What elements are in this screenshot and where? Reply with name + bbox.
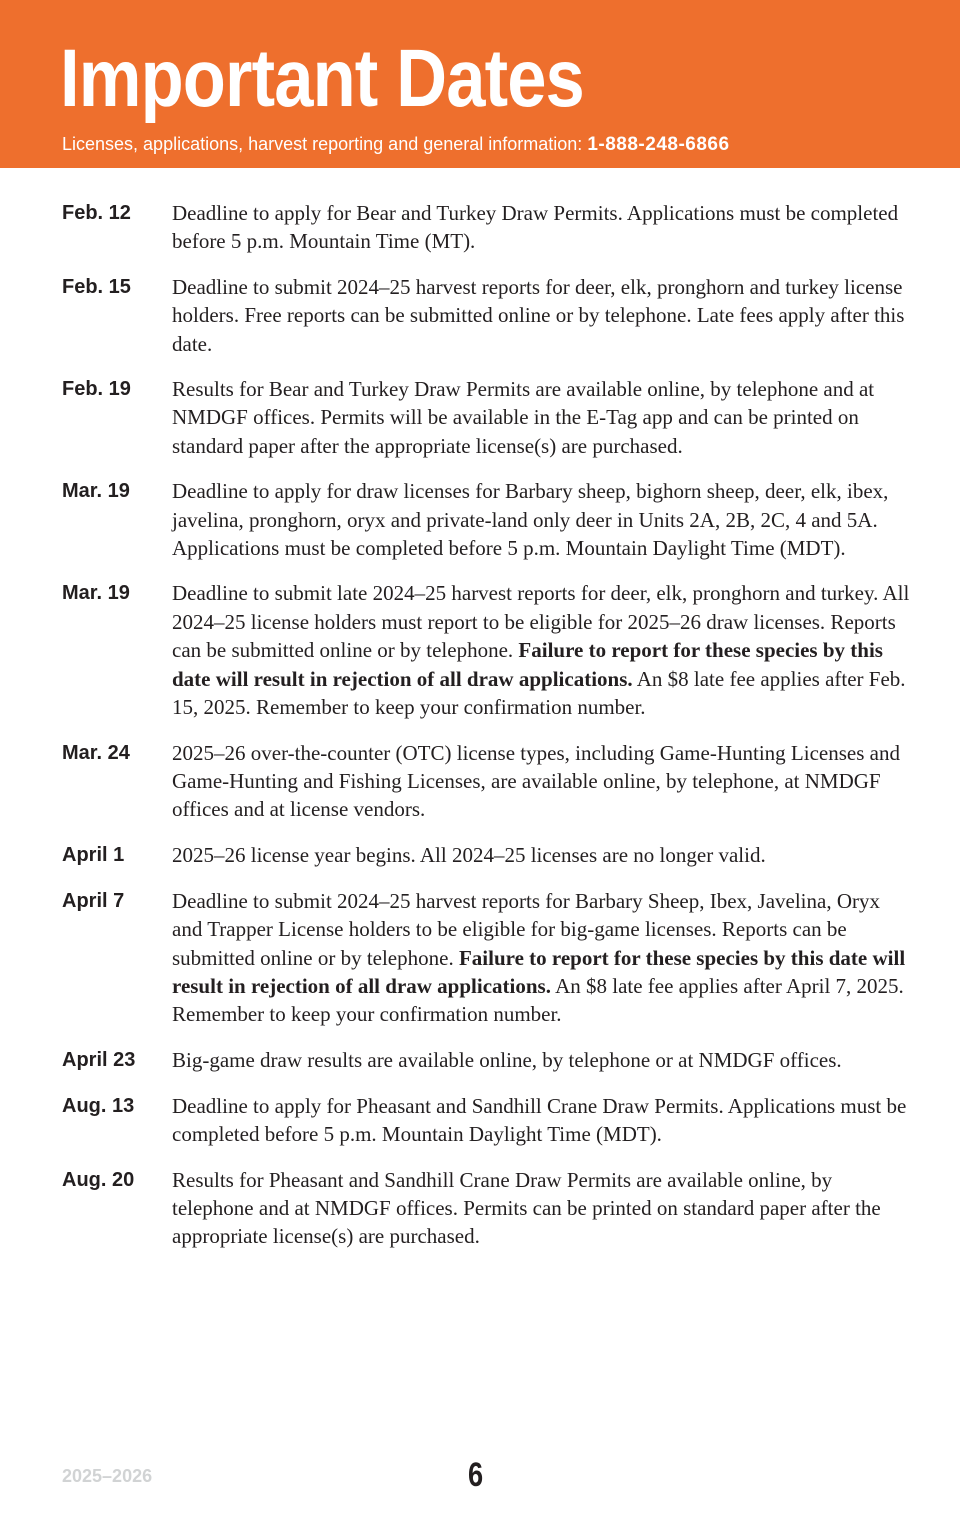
entry-date: Mar. 19 (62, 582, 130, 605)
date-entry (62, 739, 912, 824)
dates-list (62, 199, 912, 1268)
date-entry (62, 1092, 912, 1149)
entry-date: April 1 (62, 843, 125, 866)
entry-date: Mar. 19 (62, 480, 130, 503)
subtitle-text: Licenses, applications, harvest reporting and general information: (62, 134, 583, 154)
entry-text: Big-game draw results are available online, by telephone or at NMDGF offices. (172, 1047, 842, 1072)
entry-text-pre: Deadline to submit 2024–25 harvest reports for Barbary Sheep, Ibex, Javelina, Oryx and Trapper License holders to be eligible for big-game licenses. Reports can be submitted online or by telephone. (172, 888, 880, 970)
date-entry (62, 579, 912, 721)
entry-text (172, 887, 912, 1029)
entry-text: Deadline to submit 2024–25 harvest reports for deer, elk, pronghorn and turkey license holders. Free reports can be submitted online or by telephone. Late fees apply after this date. (172, 274, 905, 356)
entry-date: Feb. 12 (62, 202, 131, 224)
date-entry (62, 199, 912, 256)
entry-text-warning: Failure to report for these species by this date will result in rejection of all draw applications. (172, 945, 906, 998)
date-entry (62, 477, 912, 562)
entry-text: Deadline to apply for draw licenses for Barbary sheep, bighorn sheep, deer, elk, ibex, javelina, pronghorn, oryx and private-land only deer in Units 2A, 2B, 2C, 4 and 5A. Applications must be completed before 5 p.m. Mountain Daylight Time (MDT). (172, 479, 889, 561)
header-subtitle (62, 134, 730, 156)
entry-text: Deadline to apply for Bear and Turkey Draw Permits. Applications must be completed before 5 p.m. Mountain Time (MT). (172, 201, 899, 254)
date-entry (62, 1166, 912, 1251)
entry-date: April 7 (62, 889, 125, 912)
date-entry (62, 375, 912, 460)
footer-year: 2025–2026 (62, 1466, 153, 1486)
entry-date: Aug. 20 (62, 1168, 135, 1191)
entry-text: Deadline to apply for Pheasant and Sandhill Crane Draw Permits. Applications must be completed before 5 p.m. Mountain Daylight Time (MDT). (172, 1093, 907, 1147)
page-number: 6 (468, 1456, 484, 1494)
page-title: Important Dates (60, 33, 584, 124)
entry-text-pre: Deadline to submit late 2024–25 harvest reports for deer, elk, pronghorn and turkey. All 2024–25 license holders must report to be eligible for 2025–26 draw licenses. Reports can be submitted online or by telephone. (172, 581, 910, 663)
entry-text: 2025–26 over-the-counter (OTC) license types, including Game-Hunting Licenses and Game-Hunting and Fishing Licenses, are available online, by telephone, at NMDGF offices and at license vendors. (172, 740, 900, 822)
entry-date: April 23 (62, 1048, 136, 1071)
entry-text: 2025–26 license year begins. All 2024–25 licenses are no longer valid. (172, 842, 766, 867)
entry-date: Feb. 15 (62, 275, 131, 298)
entry-text: Results for Bear and Turkey Draw Permits are available online, by telephone and at NMDGF offices. Permits will be available in the E-Tag app and can be printed on standard paper after the appropriate license(s) are purchased. (172, 377, 875, 458)
entry-date: Feb. 19 (62, 378, 131, 401)
date-entry (62, 887, 912, 1029)
entry-text-post: An $8 late fee applies after April 7, 2025. Remember to keep your confirmation number. (172, 973, 904, 1027)
date-entry (62, 273, 912, 358)
header-banner (0, 0, 960, 168)
entry-date: Aug. 13 (62, 1094, 135, 1117)
entry-text-warning: Failure to report for these species by this date will result in rejection of all draw applications. (172, 638, 883, 691)
date-entry (62, 841, 912, 870)
entry-text (172, 579, 912, 721)
phone-number: 1-888-248-6866 (587, 134, 730, 155)
entry-text-post: An $8 late fee applies after Feb. 15, 2025. Remember to keep your confirmation number. (172, 666, 906, 720)
entry-text: Results for Pheasant and Sandhill Crane Draw Permits are available online, by telephone and at NMDGF offices. Permits can be printed on standard paper after the appropriate license(s) are purchased. (172, 1167, 881, 1249)
date-entry (62, 1046, 912, 1075)
entry-date: Mar. 24 (62, 741, 130, 764)
